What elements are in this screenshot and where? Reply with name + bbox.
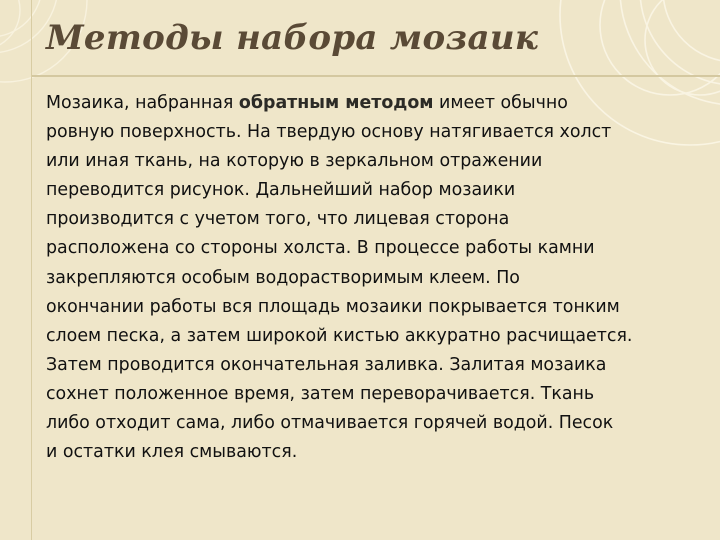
slide-title: Методы набора мозаик [46,18,539,58]
body-line: ровную поверхность. На твердую основу натягивается холст [46,122,612,143]
body-text [46,89,714,467]
title-underline [32,75,720,77]
left-margin-rule [31,0,32,540]
body-line: либо отходит сама, либо отмачивается горячей водой. Песок [46,413,614,434]
body-line: переводится рисунок. Дальнейший набор мозаики [46,180,516,201]
body-line: закрепляются особым водорастворимым клеем. По [46,267,520,288]
body-line: расположена со стороны холста. В процессе работы камни [46,238,595,259]
body-line-end: имеет обычно [433,93,568,113]
body-line: окончании работы вся площадь мозаики покрывается тонким [46,296,620,317]
body-line-start: Мозаика, набранная [46,93,239,113]
body-line: и остатки клея смываются. [46,442,298,463]
body-line: сохнет положенное время, затем переворачивается. Ткань [46,383,595,404]
body-line [46,89,714,118]
body-line: Затем проводится окончательная заливка. Залитая мозаика [46,354,607,375]
body-line: слоем песка, а затем широкой кистью аккуратно расчищается. [46,325,633,346]
highlighted-term: обратным методом [238,93,434,113]
body-line: производится с учетом того, что лицевая сторона [46,209,510,230]
body-line: или иная ткань, на которую в зеркальном отражении [46,151,543,172]
